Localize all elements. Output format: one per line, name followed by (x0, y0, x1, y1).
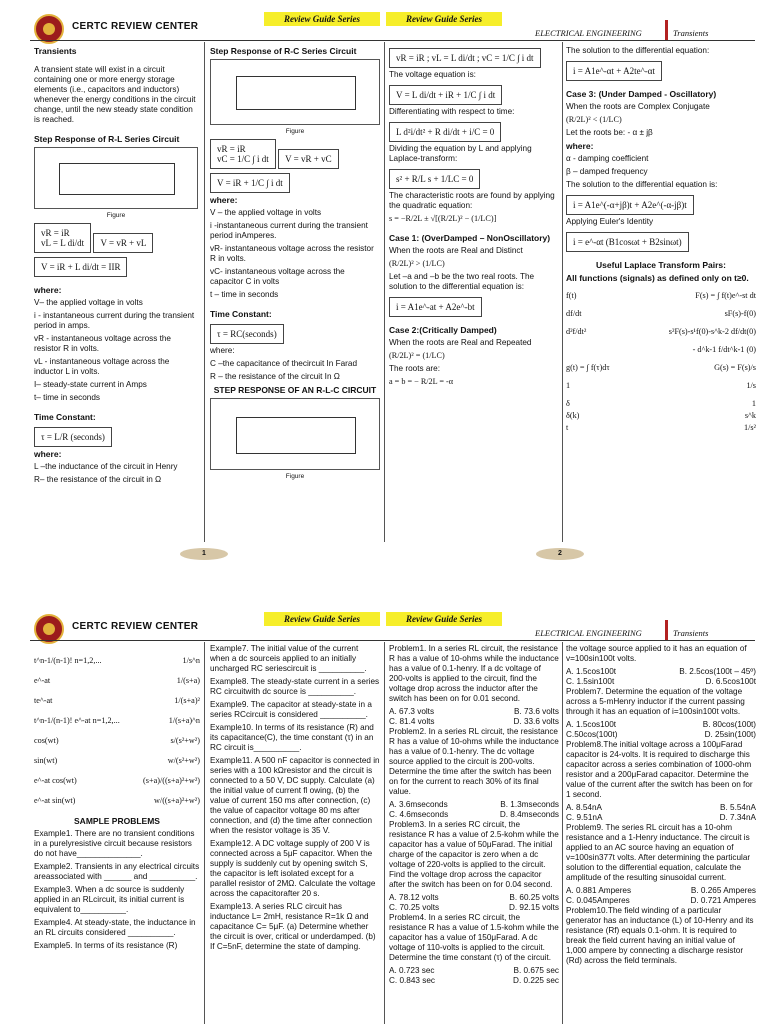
label-text: The solution to the differential equation is: (566, 180, 718, 189)
p2-column-1 (34, 650, 200, 954)
choice-row (389, 903, 559, 913)
example-item: Example3. When a dc source is suddenly applied in an RLcircuit, its initial current is equivalent to__________. (34, 885, 185, 914)
equation: vL = L di/dt (41, 238, 85, 248)
choice: D. 8.4mseconds (499, 810, 559, 819)
equation-box (389, 85, 502, 105)
equation-box (566, 232, 689, 252)
equation-box (566, 61, 662, 81)
choice-row (389, 893, 559, 903)
p1-column-1 (34, 46, 198, 488)
problem-text: Problem10.The field winding of a particular generator has an inductance (L) of 10-Henry and its resistance (Rf) equals 0.1-ohm. It is required to break the field current having an initial value of 1,000 ampere by connecting a discharge resistor (Rd) across the field terminals. (566, 906, 754, 965)
choice-row (389, 707, 559, 717)
time-constant-title: Time Constant: (210, 309, 272, 319)
alpha-def: α - damping coefficient (566, 154, 649, 163)
choice: B. 60.25 volts (509, 893, 559, 902)
choice: A. 0.881 Amperes (566, 886, 632, 895)
time-fn: t^n-1/(n-1)! e^-at n=1,2,... (34, 716, 120, 725)
time-fn: e^-at sin(wt) (34, 796, 76, 805)
problem-item (566, 823, 756, 906)
example-item: Example13. A series RLC circuit has inductance L= 2mH, resistance R=1k Ω and capacitance C= 5μF. (a) Determine whether the circuit is over, critical or underdamped. (b) If C=5nF, determine the state of damping. (210, 902, 376, 951)
choice-row (566, 896, 756, 906)
series-badge-left: Review Guide Series (264, 12, 380, 26)
laplace-pair (34, 776, 200, 786)
laplace-pair (566, 363, 756, 373)
choice-row (389, 966, 559, 976)
roots-label: Let the roots be: - α ± jβ (566, 128, 653, 137)
time-fn: te^-at (34, 696, 53, 705)
example-item: Example5. In terms of its resistance (R) (34, 941, 178, 950)
problem-text: Problem4. In a series RC circuit, the resistance R has a value of 1.5-kohm while the capacitor has a value of 150μFarad. A dc voltage of 110-volts is applied to the circuit. Determine the time constant (τ) of the circuit. (389, 913, 559, 962)
column-divider (562, 42, 563, 542)
definition: i -instantaneous current during the transient period inAmperes. (210, 221, 368, 240)
choice: D. 0.721 Amperes (690, 896, 756, 905)
header-rule (30, 40, 755, 41)
p2-column-3 (389, 644, 559, 986)
example-item: Example4. At steady-state, the inductance in an RL circuits considered __________. (34, 918, 196, 937)
laplace-pair (566, 345, 756, 355)
rlc-step-title: STEP RESPONSE OF AN R-L-C CIRCUIT (213, 385, 377, 395)
equation-box (389, 169, 480, 189)
center-name: CERTC REVIEW CENTER (72, 621, 199, 632)
s-fn: 1 (751, 399, 756, 408)
choice-row (566, 813, 756, 823)
equation: τ = L/R (seconds) (41, 432, 105, 442)
equation-box (34, 223, 91, 253)
euler-label: Applying Euler's Identity (566, 217, 654, 226)
time-fn: δ (566, 399, 570, 408)
sample-problems-title: SAMPLE PROBLEMS (74, 816, 160, 826)
problem-text: Problem9. The series RL circuit has a 10-ohm resistance and a 1-Henry inductance. The circuit is applied to an AC source having an equation of v=100sin377t volts. After determining the particular solution to the differential equation, calculate the amplitude of the resulting sinusoidal current. (566, 823, 751, 882)
figure-caption: Figure (285, 473, 305, 480)
choice-row (566, 720, 756, 730)
page-number: 1 (180, 548, 228, 560)
equation: vC = 1/C ∫ i dt (217, 154, 269, 164)
definition: vR - instantaneous voltage across the resistor R in volts. (34, 334, 171, 353)
topic-label: Transients (673, 628, 709, 638)
choice-row (389, 800, 559, 810)
problem-item (389, 727, 559, 820)
choice: D. 0.225 sec (513, 976, 559, 985)
s-fn: w/(s²+w²) (167, 756, 200, 765)
equation: i = A1e^-at + A2e^-bt (396, 302, 475, 312)
s-fn: F(s) = ∫ f(t)e^-st dt (695, 291, 756, 300)
s-fn: (s+a)/((s+a)²+w²) (143, 776, 200, 785)
time-fn: sin(wt) (34, 756, 58, 765)
series-badge-left: Review Guide Series (264, 612, 380, 626)
choice: C. 4.6mseconds (389, 810, 449, 819)
rlc-circuit-diagram (210, 398, 380, 470)
definition: i - instantaneous current during the transient period in amps. (34, 311, 195, 330)
example-item: Example9. The capacitor at steady-state in a series RCcircuit is considered __________. (210, 700, 372, 719)
p1-column-4 (566, 46, 756, 435)
s-fn: 1/s² (743, 423, 756, 432)
laplace-pair (566, 411, 756, 421)
problem-text: the voltage source applied to it has an equation of v=100sin100t volts. (566, 644, 747, 663)
choice: B. 0.675 sec (513, 966, 559, 975)
time-fn: t^n-1/(n-1)! n=1,2,... (34, 656, 102, 665)
s-fn: sF(s)-f(0) (724, 309, 756, 318)
definition: vR- instantaneous voltage across the resistor R in volts. (210, 244, 374, 263)
case2-text: When the roots are Real and Repeated (389, 338, 532, 347)
laplace-pair (566, 309, 756, 319)
equation-box (93, 233, 153, 253)
equation-box (34, 427, 112, 447)
example-item: Example2. Transients in any electrical circuits areassociated with ______ and __________. (34, 862, 200, 881)
problem-item (389, 913, 559, 986)
time-fn: g(t) = ∫ f(τ)dτ (566, 363, 610, 372)
laplace-pair (34, 716, 200, 726)
series-badge-right: Review Guide Series (386, 12, 502, 26)
example-item: Example7. The initial value of the current when a dc sourceis applied to an initially uncharged RC seriescircuit is __________. (210, 644, 367, 673)
choice: B. 80cos(100t) (702, 720, 756, 729)
s-fn: w/((s+a)²+w²) (154, 796, 200, 805)
choice: C. 0.045Amperes (566, 896, 630, 905)
laplace-pair (566, 381, 756, 391)
page-two (0, 600, 768, 1024)
s-fn: s/(s²+w²) (170, 736, 200, 745)
problem-text: Problem8.The initial voltage across a 100μFarad capacitor is 24-volts. It is required to discharge this capacitor across a series combination of 1000-ohm resistor and a 200μFarad capacitor. Determine the value of the current after the switch has been on for 1 second. (566, 740, 753, 799)
rc-circuit-diagram (210, 59, 380, 125)
label-text: The characteristic roots are found by applying the quadratic equation: (389, 191, 555, 210)
case2-explain: The roots are: (389, 364, 440, 373)
laplace-pair (566, 327, 756, 337)
definition: R – the resistance of the circuit In Ω (210, 372, 340, 381)
choice: A. 67.3 volts (389, 707, 435, 716)
s-fn: s²F(s)-s¹f(0)-s^k-2 df/dt(0) (668, 327, 756, 336)
figure-caption: Figure (285, 128, 305, 135)
page-number: 2 (536, 548, 584, 560)
time-fn: t (566, 423, 569, 432)
time-fn: e^-at cos(wt) (34, 776, 77, 785)
department-label: ELECTRICAL ENGINEERING (535, 628, 642, 638)
rl-step-title: Step Response of R-L Series Circuit (34, 134, 180, 144)
definition: L –the inductance of the circuit in Henry (34, 462, 178, 471)
choice: D. 25sin(100t) (704, 730, 756, 739)
choice-row (389, 810, 559, 820)
laplace-pair (34, 796, 200, 806)
equation-box (389, 122, 501, 142)
where-label: where: (566, 141, 594, 151)
case1-condition: (R/2L)² > (1/LC) (389, 259, 445, 268)
where-label: where: (210, 195, 238, 205)
problem-item (389, 644, 559, 727)
equation-box (389, 48, 541, 68)
definition: t– time in seconds (34, 393, 100, 402)
case3-condition: (R/2L)² < (1/LC) (566, 115, 622, 124)
choice-row (566, 803, 756, 813)
choice: B. 1.3mseconds (500, 800, 559, 809)
page-header (0, 0, 768, 40)
laplace-pair (566, 399, 756, 409)
p1-column-2 (210, 46, 380, 482)
problem-item (566, 687, 756, 740)
definition: V – the applied voltage in volts (210, 208, 322, 217)
laplace-pair (34, 696, 200, 706)
problem-text: Problem2. In a series RL circuit, the resistance R has a value of 10-ohms while the inductance has a value of 0.1-henry. The dc voltage source applied to the circuit is 200-volts. Determine the time after the switch has been on for the current to reach 30% of its final value. (389, 727, 559, 796)
equation: i = A1e^(-α+jβ)t + A2e^(-α-jβ)t (573, 200, 687, 210)
header-rule (30, 640, 755, 641)
definition: vC- instantaneous voltage across the capacitor C in volts (210, 267, 345, 286)
s-fn: 1/(s+a)² (174, 696, 200, 705)
s-fn: s^k (744, 411, 756, 420)
laplace-pair (34, 756, 200, 766)
s-fn: - d^k-1 f/dt^k-1 (0) (692, 345, 756, 354)
choice: A. 0.723 sec (389, 966, 435, 975)
where-label: where: (210, 346, 235, 355)
equation-box (210, 173, 290, 193)
figure-caption: Figure (106, 212, 126, 219)
equation-box (278, 149, 339, 169)
column-divider (204, 642, 205, 1024)
laplace-pair (34, 676, 200, 686)
choice: D. 33.6 volts (513, 717, 559, 726)
choice: A. 3.6mseconds (389, 800, 448, 809)
choice: B. 5.54nA (720, 803, 756, 812)
topic-label: Transients (673, 28, 709, 38)
roots-equation: s = −R/2L ± √[(R/2L)² − (1/LC)] (389, 214, 497, 223)
laplace-title: Useful Laplace Transform Pairs: (596, 260, 726, 270)
time-fn: cos(wt) (34, 736, 59, 745)
equation: vR = iR (41, 228, 70, 238)
choice: C. 70.25 volts (389, 903, 440, 912)
problem-text: Problem1. In a series RL circuit, the resistance R has a value of 10-ohms while the inductance has a value of 0.1-henry. If a dc voltage of 200-volts is applied to the circuit, find the voltage drop across the inductor after the switch has been on for 0.01 second. (389, 644, 559, 703)
section-title: Transients (34, 46, 77, 56)
definition: C –the capacitance of thecircuit In Farad (210, 359, 357, 368)
choice: D. 6.5cos100t (705, 677, 756, 686)
equation: i = e^-αt (B1cosωt + B2sinωt) (573, 237, 682, 247)
case2-condition: (R/2L)² = (1/LC) (389, 351, 445, 360)
equation: V = iR + 1/C ∫ i dt (217, 178, 283, 188)
problem-item (566, 740, 756, 823)
example-item: Example12. A DC voltage supply of 200 V is connected across a 5μF capacitor. When the supply is suddenly cut by opening switch S, the capacitor is left isolated except for a parallel resistor of 2MΩ. Calculate the voltage across the capacitorafter 20 s. (210, 839, 376, 898)
equation-box (389, 297, 482, 317)
choice-row (566, 730, 756, 740)
beta-def: β – damped frequency (566, 167, 648, 176)
time-fn: 1 (566, 381, 571, 390)
choice: A. 1.5cos100t (566, 720, 617, 729)
choice: C. 0.843 sec (389, 976, 435, 985)
problem-text: Problem3. In a series RC circuit, the resistance R has a value of 2.5-kohm while the capacitor has a value of 50μFarad. The initial charge of the capacitor is zero when a dc voltage of 220-volts is applied to the circuit. Find the voltage drop across the capacitor after the switch has been on for 0.04 second. (389, 820, 559, 889)
column-divider (562, 642, 563, 1024)
p1-column-3 (389, 46, 559, 390)
case1-text: When the roots are Real and Distinct (389, 246, 523, 255)
p2-column-4 (566, 644, 756, 969)
s-fn: 1/(s+a)^n (168, 716, 200, 725)
equation: s² + R/L s + 1/LC = 0 (396, 174, 474, 184)
choice: B. 73.6 volts (513, 707, 559, 716)
choice-row (389, 717, 559, 727)
series-badge-right: Review Guide Series (386, 612, 502, 626)
label-text: The voltage equation is: (389, 70, 476, 79)
equation-box (566, 195, 694, 215)
problem-text: Problem7. Determine the equation of the voltage across a 5-mHenry inductor if the current passing through it has an equation of i=100sin100t volts. (566, 687, 745, 716)
s-fn: G(s) = F(s)/s (714, 363, 756, 372)
s-fn: 1/s (746, 381, 756, 390)
equation: vR = iR (217, 144, 246, 154)
equation-box (210, 324, 284, 344)
time-constant-title: Time Constant: (34, 412, 96, 422)
label-text: The solution to the differential equation: (566, 46, 710, 55)
case2-title: Case 2:(Critically Damped) (389, 325, 497, 335)
equation: vR = iR ; vL = L di/dt ; vC = 1/C ∫ i dt (396, 53, 534, 63)
laplace-pair (566, 291, 756, 301)
equation: i = A1e^-αt + A2te^-αt (573, 66, 656, 76)
equation: τ = RC(seconds) (217, 329, 277, 339)
choice: C.50cos(100t) (566, 730, 618, 739)
definition: t – time in seconds (210, 290, 279, 299)
s-fn: 1/s^n (182, 656, 200, 665)
definition: R– the resistance of the circuit in Ω (34, 475, 162, 484)
rc-step-title: Step Response of R-C Series Circuit (210, 46, 357, 56)
equation-box (210, 139, 276, 169)
case3-title: Case 3: (Under Damped - Oscillatory) (566, 89, 717, 99)
column-divider (384, 642, 385, 1024)
choice-row (389, 976, 559, 986)
choice-row (566, 886, 756, 896)
choice: A. 8.54nA (566, 803, 602, 812)
definition: V– the applied voltage in volts (34, 298, 143, 307)
definition: vL - instantaneous voltage across the inductor L in volts. (34, 357, 170, 376)
equation: V = L di/dt + iR + 1/C ∫ i dt (396, 90, 496, 100)
equation-box (34, 257, 127, 277)
label-text: Dividing the equation by L and applying Laplace-transform: (389, 144, 532, 163)
where-label: where: (34, 449, 62, 459)
center-name: CERTC REVIEW CENTER (72, 21, 199, 32)
equation: L d²i/dt² + R di/dt + i/C = 0 (396, 127, 495, 137)
rl-circuit-diagram (34, 147, 198, 209)
equation: V = vR + vC (285, 154, 332, 164)
choice: C. 1.5sin100t (566, 677, 615, 686)
time-fn: δ(k) (566, 411, 580, 420)
column-divider (204, 42, 205, 542)
where-label: where: (34, 285, 62, 295)
choice-row (566, 667, 756, 677)
time-fn: f(t) (566, 291, 577, 300)
example-item: Example10. In terms of its resistance (R) and its capacitance(C), the time constant (τ) in an RC circuit is__________. (210, 723, 374, 752)
choice: D. 7.34nA (719, 813, 756, 822)
s-fn: 1/(s+a) (176, 676, 200, 685)
case1-title: Case 1: (OverDamped – NonOscillatory) (389, 233, 551, 243)
problem-item (389, 820, 559, 913)
choice: C. 81.4 volts (389, 717, 435, 726)
header-divider (665, 620, 668, 640)
page-header (0, 600, 768, 640)
department-label: ELECTRICAL ENGINEERING (535, 28, 642, 38)
intro-text: A transient state will exist in a circuit containing one or more energy storage elements (i.e., capacitors and inductors) whenever the energy conditions in the circuit change, until the new steady state condition is reached. (34, 65, 196, 124)
choice-row (566, 677, 756, 687)
choice: A. 1.5cos100t (566, 667, 617, 676)
label-text: Differentiating with respect to time: (389, 107, 515, 116)
laplace-pair (34, 656, 200, 666)
time-fn: e^-at (34, 676, 51, 685)
column-divider (384, 42, 385, 542)
laplace-pair (34, 736, 200, 746)
header-divider (665, 20, 668, 40)
definition: I– steady-state current in Amps (34, 380, 147, 389)
laplace-pair (566, 423, 756, 433)
p2-column-2 (210, 644, 380, 955)
choice: C. 9.51nA (566, 813, 603, 822)
case2-roots: a = b = − R/2L = -α (389, 377, 454, 386)
case1-explain: Let –a and –b be the two real roots. The solution to the differential equation is: (389, 272, 535, 291)
example-item: Example11. A 500 nF capacitor is connected in series with a 100 kΩresistor and the circuit is connected to a 50 V, DC supply. Calculate (a) the initial value of current fl owing, (b) the value of current 150 ms after connection, (c) the value of capacitor voltage 80 ms after connection, and (d) the time after connection when the resistor voltage is 35 V. (210, 756, 380, 835)
choice: B. 2.5cos(100t – 45º) (679, 667, 756, 676)
choice: A. 78.12 volts (389, 893, 439, 902)
time-fn: d²f/dt² (566, 327, 587, 336)
example-item: Example8. The steady-state current in a series RC circuitwith dc source is __________. (210, 677, 380, 696)
time-fn: df/dt (566, 309, 582, 318)
choice: D. 92.15 volts (508, 903, 559, 912)
case3-text: When the roots are Complex Conjugate (566, 102, 710, 111)
equation: V = iR + L di/dt = IIR (41, 262, 121, 272)
example-item: Example1. There are no transient conditions in a purelyresistive circuit because resistors do not have______________. (34, 829, 195, 858)
choice: B. 0.265 Amperes (690, 886, 756, 895)
laplace-subtitle: All functions (signals) as defined only on t≥0. (566, 273, 749, 283)
equation: V = vR + vL (100, 238, 147, 248)
